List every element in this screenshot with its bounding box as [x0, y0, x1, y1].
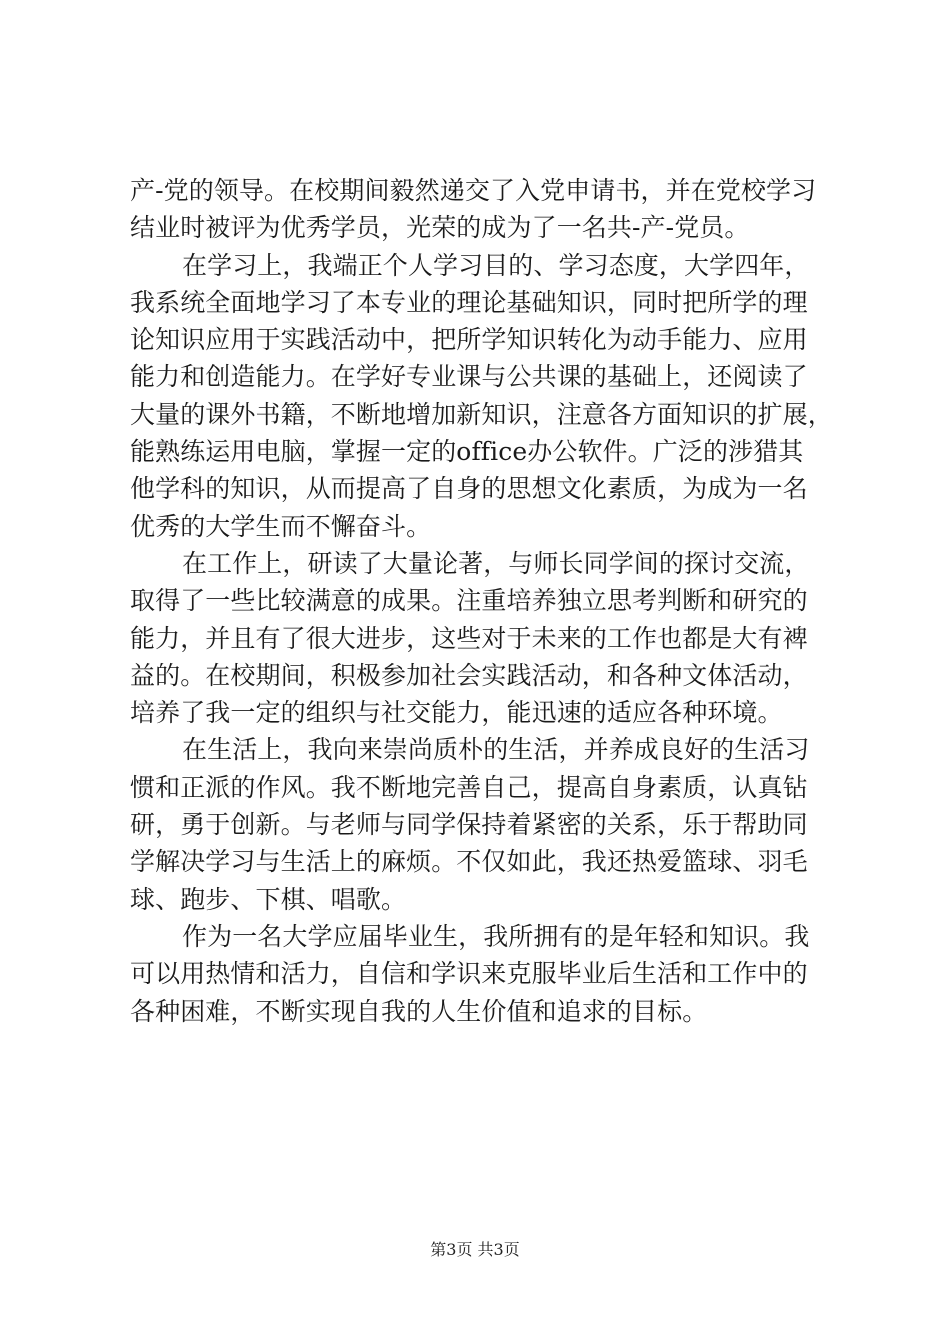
- text-line: 他学科的知识，从而提高了自身的思想文化素质，为成为一名: [130, 474, 808, 504]
- text-line: 惯和正派的作风。我不断地完善自己，提高自身素质，认真钻: [130, 772, 808, 802]
- text-line: 大量的课外书籍，不断地增加新知识，注意各方面知识的扩展，: [130, 399, 833, 429]
- text-line: 优秀的大学生而不懈奋斗。: [130, 511, 432, 541]
- text-line: 在工作上，研读了大量论著，与师长同学间的探讨交流，: [182, 548, 810, 578]
- page-footer: 第3页 共3页: [430, 1240, 520, 1259]
- text-line: 在学习上，我端正个人学习目的、学习态度，大学四年，: [182, 250, 810, 280]
- text-line: 益的。在校期间，积极参加社会实践活动，和各种文体活动，: [130, 660, 808, 690]
- text-line: 培养了我一定的组织与社交能力，能迅速的适应各种环境。: [130, 698, 783, 728]
- text-line: 能力和创造能力。在学好专业课与公共课的基础上，还阅读了: [130, 362, 808, 392]
- text-line: 球、跑步、下棋、唱歌。: [130, 884, 407, 914]
- text-line: 论知识应用于实践活动中，把所学知识转化为动手能力、应用: [130, 325, 808, 355]
- text-line: 各种困难，不断实现自我的人生价值和追求的目标。: [130, 996, 708, 1026]
- text-line: 产-党的领导。在校期间毅然递交了入党申请书，并在党校学习: [130, 176, 817, 205]
- body-text: [130, 172, 836, 1030]
- text-line: 可以用热情和活力，自信和学识来克服毕业后生活和工作中的: [130, 959, 808, 989]
- text-line: 学解决学习与生活上的麻烦。不仅如此，我还热爱篮球、羽毛: [130, 847, 808, 877]
- text-line: 研，勇于创新。与老师与同学保持着紧密的关系，乐于帮助同: [130, 810, 808, 840]
- text-line: 我系统全面地学习了本专业的理论基础知识，同时把所学的理: [130, 287, 808, 317]
- text-line: 结业时被评为优秀学员，光荣的成为了一名共-产-党员。: [130, 213, 750, 243]
- text-line: 能熟练运用电脑，掌握一定的office办公软件。广泛的涉猎其: [130, 437, 804, 467]
- text-line: 作为一名大学应届毕业生，我所拥有的是年轻和知识。我: [182, 921, 810, 951]
- text-line: 在生活上，我向来崇尚质朴的生活，并养成良好的生活习: [182, 735, 810, 765]
- text-line: 能力，并且有了很大进步，这些对于未来的工作也都是大有裨: [130, 623, 808, 653]
- text-line: 取得了一些比较满意的成果。注重培养独立思考判断和研究的: [130, 586, 808, 616]
